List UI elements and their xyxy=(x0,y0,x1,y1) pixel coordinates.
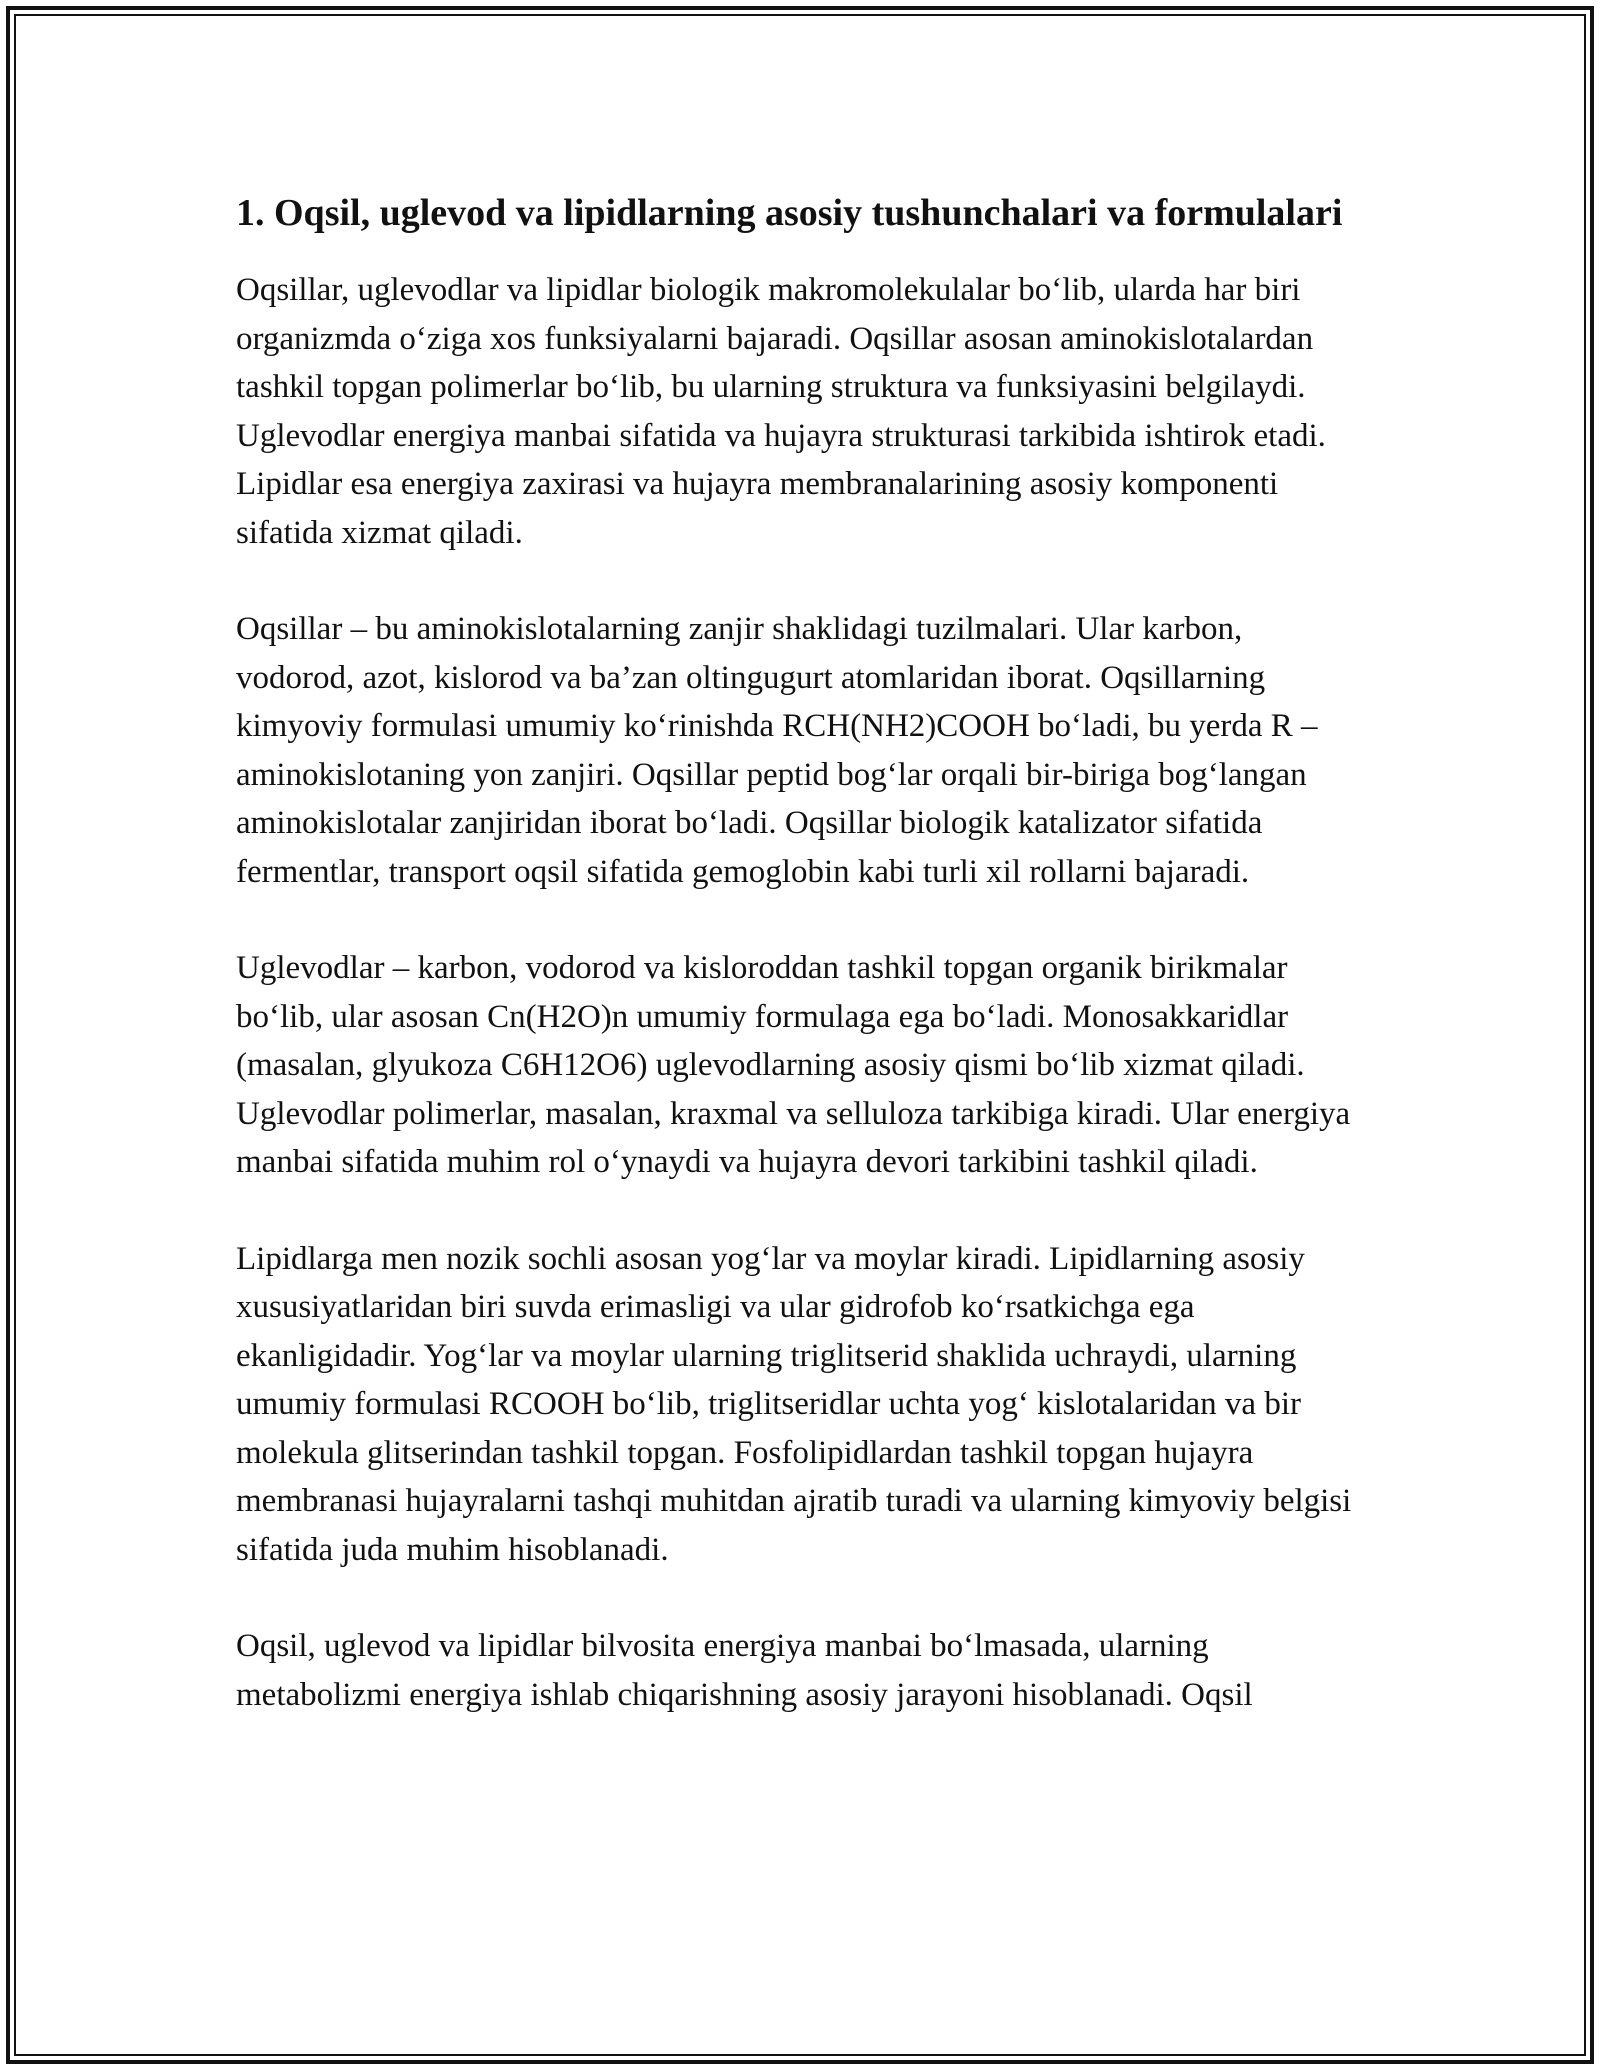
section-heading: 1. Oqsil, uglevod va lipidlarning asosiy tushunchalari va formulalari xyxy=(236,192,1343,234)
paragraph-carbohydrates: Uglevodlar – karbon, vodorod va kisloroddan tashkil topgan organik birikmalar bo‘lib, ular asosan Cn(H2O)n umumiy formulaga ega bo‘ladi. Monosakkaridlar (masalan, glyukoza C6H12O6) uglevodlarning asosiy qismi bo‘lib xizmat qiladi. Uglevodlar polimerlar, masalan, kraxmal va selluloza tarkibiga kiradi. Ular energiya manbai sifatida muhim rol o‘ynaydi va hujayra devori tarkibini tashkil qiladi. xyxy=(236,950,1351,1180)
document-body xyxy=(236,186,1366,1719)
paragraph-intro: Oqsillar, uglevodlar va lipidlar biologik makromolekulalar bo‘lib, ularda har biri organizmda o‘ziga xos funksiyalarni bajaradi. Oqsillar asosan aminokislotalardan tashkil topgan polimerlar bo‘lib, bu ularning struktura va funksiyasini belgilaydi. Uglevodlar energiya manbai sifatida va hujayra strukturasi tarkibida ishtirok etadi. Lipidlar esa energiya zaxirasi va hujayra membranalarining asosiy komponenti sifatida xizmat qiladi. xyxy=(236,272,1326,551)
paragraph-lipids: Lipidlarga men nozik sochli asosan yog‘lar va moylar kiradi. Lipidlarning asosiy xususiyatlaridan biri suvda erimasligi va ular gidrofob ko‘rsatkichga ega ekanligidadir. Yog‘lar va moylar ularning triglitserid shaklida uchraydi, ularning umumiy formulasi RCOOH bo‘lib, triglitseridlar uchta yog‘ kislotalaridan va bir molekula glitserindan tashkil topgan. Fosfolipidlardan tashkil topgan hujayra membranasi hujayralarni tashqi muhitdan ajratib turadi va ularning kimyoviy belgisi sifatida juda muhim hisoblanadi. xyxy=(236,1240,1352,1568)
paragraph-proteins: Oqsillar – bu aminokislotalarning zanjir shaklidagi tuzilmalari. Ular karbon, vodorod, azot, kislorod va ba’zan oltingugurt atomlaridan iborat. Oqsillarning kimyoviy formulasi umumiy ko‘rinishda RCH(NH2)COOH bo‘ladi, bu yerda R – aminokislotaning yon zanjiri. Oqsillar peptid bog‘lar orqali bir-biriga bog‘langan aminokislotalar zanjiridan iborat bo‘ladi. Oqsillar biologik katalizator sifatida fermentlar, transport oqsil sifatida gemoglobin kabi turli xil rollarni bajaradi. xyxy=(236,611,1318,890)
paragraph-metabolism: Oqsil, uglevod va lipidlar bilvosita energiya manbai bo‘lmasada, ularning metabolizmi energiya ishlab chiqarishning asosiy jarayoni hisoblanadi. Oqsil xyxy=(236,1628,1253,1713)
